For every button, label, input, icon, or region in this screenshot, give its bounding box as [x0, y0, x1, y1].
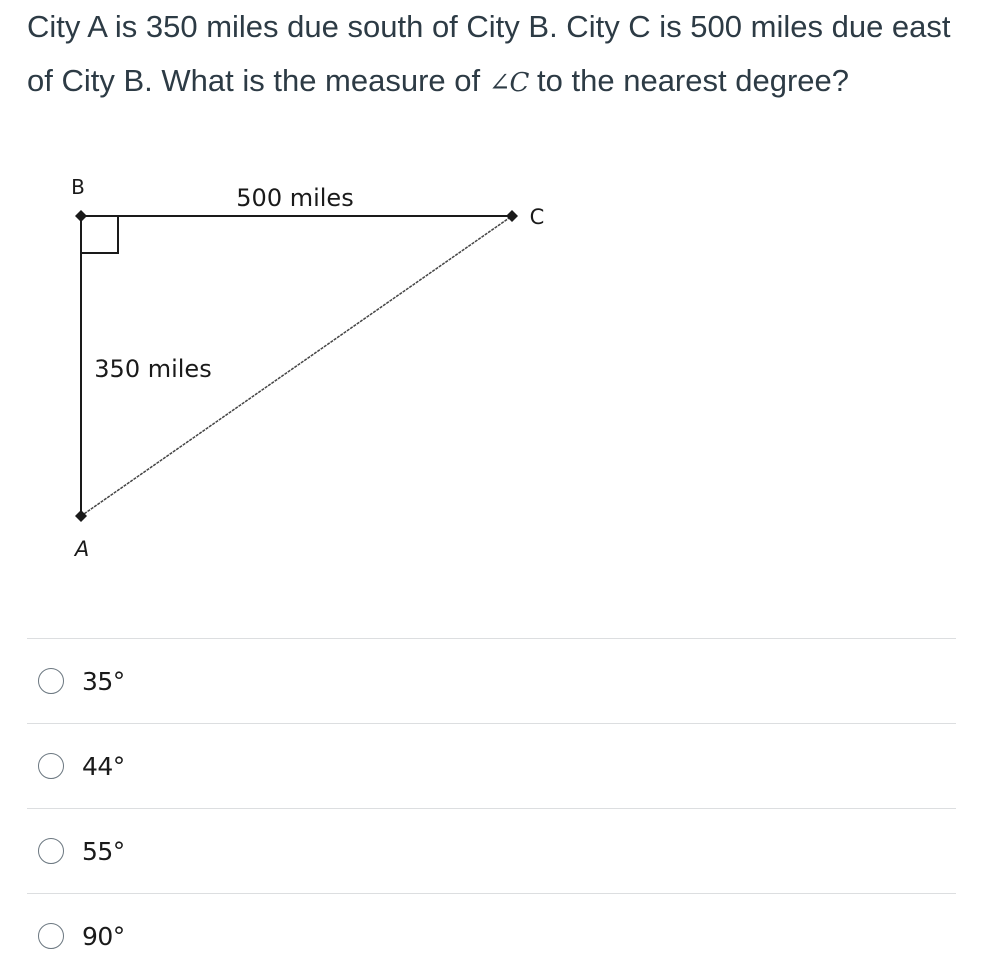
- answer-option-35[interactable]: [27, 638, 956, 723]
- question-text-after: to the nearest degree?: [528, 63, 849, 98]
- question-text: [27, 0, 967, 110]
- point-b: [75, 210, 87, 222]
- answer-label: 90°: [82, 921, 125, 951]
- answer-option-90[interactable]: [27, 893, 956, 978]
- radio-button[interactable]: [38, 923, 64, 949]
- point-c: [506, 210, 518, 222]
- answer-label: 55°: [82, 836, 125, 866]
- answer-label: 44°: [82, 751, 125, 781]
- radio-button[interactable]: [38, 753, 64, 779]
- vertex-b-label: B: [71, 175, 85, 199]
- right-angle-marker: [81, 216, 118, 253]
- triangle-figure: [0, 160, 989, 580]
- answer-option-55[interactable]: [27, 808, 956, 893]
- triangle-diagram: [0, 160, 989, 580]
- answer-label: 35°: [82, 666, 125, 696]
- side-bc-label: 500 miles: [236, 184, 354, 212]
- point-a: [75, 510, 87, 522]
- radio-button[interactable]: [38, 668, 64, 694]
- side-ba-label: 350 miles: [94, 355, 212, 383]
- answer-option-44[interactable]: [27, 723, 956, 808]
- vertex-a-label: A: [74, 537, 90, 561]
- angle-c-symbol: ∠C: [488, 68, 529, 98]
- radio-button[interactable]: [38, 838, 64, 864]
- vertex-c-label: C: [529, 205, 545, 229]
- answer-list: [27, 638, 956, 978]
- question-text-before: City A is 350 miles due south of City B. City C is 500 miles due east of City B. What is the measure of: [27, 9, 951, 98]
